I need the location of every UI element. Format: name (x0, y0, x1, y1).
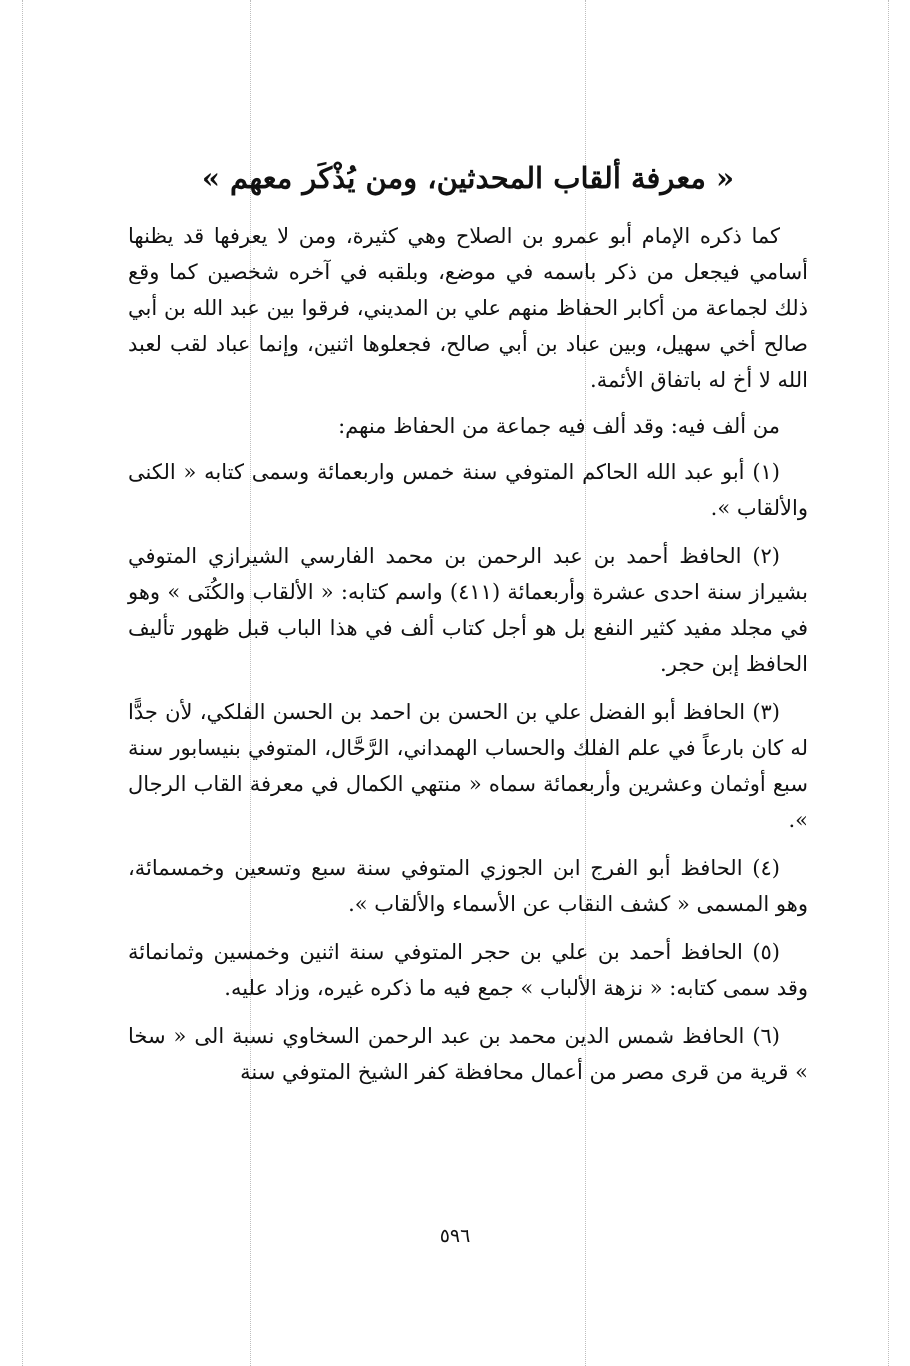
list-item: (٥) الحافظ أحمد بن علي بن حجر المتوفي سنة اثنين وخمسين وثمانمائة وقد سمى كتابه: « نزهة الألباب » جمع فيه ما ذكره غيره، وزاد عليه. (128, 939, 808, 1000)
list-item: (١) أبو عبد الله الحاكم المتوفي سنة خمس واربعمائة وسمى كتابه « الكنى والألقاب ». (128, 459, 808, 520)
list-item: (٢) الحافظ أحمد بن عبد الرحمن بن محمد الفارسي الشيرازي المتوفي بشيراز سنة احدى عشرة وأربعمائة (٤١١) واسم كتابه: « الألقاب والكُنَى » وهو في مجلد مفيد كثير النفع بل هو أجل كتاب ألف في هذا الباب قبل ظهور تأليف الحافظ إبن حجر. (128, 543, 809, 676)
authors-intro: من ألف فيه: وقد ألف فيه جماعة من الحفاظ منهم: (338, 413, 780, 438)
scan-artifact-line (22, 0, 23, 1366)
list-item: (٤) الحافظ أبو الفرج ابن الجوزي المتوفي سنة سبع وتسعين وخمسمائة، وهو المسمى « كشف النقاب عن الأسماء والألقاب ». (128, 855, 808, 916)
list-item: (٦) الحافظ شمس الدين محمد بن عبد الرحمن السخاوي نسبة الى « سخا » قرية من قرى مصر من أعمال محافظة كفر الشيخ المتوفي سنة (128, 1023, 808, 1084)
page-number: ٥٩٦ (439, 1225, 471, 1247)
scan-artifact-line (888, 0, 889, 1366)
page-title: « معرفة ألقاب المحدثين، ومن يُذْكَر معهم » (201, 161, 735, 195)
intro-paragraph: كما ذكره الإمام أبو عمرو بن الصلاح وهي كثيرة، ومن لا يعرفها قد يظنها أسامي فيجعل من ذكر باسمه في موضع، وبلقبه في آخره شخصين كما وقع ذلك لجماعة من أكابر الحفاظ منهم علي بن المديني، فرقوا بين عبد الله بن أبي صالح أخي سهيل، وبين عباد بن أبي صالح، فجعلوها اثنين، وإنما عباد لقب لعبد الله لا أخ له باتفاق الأئمة. (128, 223, 808, 392)
document-body (128, 160, 808, 1102)
list-item: (٣) الحافظ أبو الفضل علي بن الحسن بن احمد بن الحسن الفلكي، لأن جدًّا له كان بارعاً في علم الفلك والحساب الهمداني، الرَّحَّال، المتوفي بنيسابور سنة سبع أوثمان وعشرين وأربعمائة سماه « منتهي الكمال في معرفة القاب الرجال ». (128, 699, 808, 832)
